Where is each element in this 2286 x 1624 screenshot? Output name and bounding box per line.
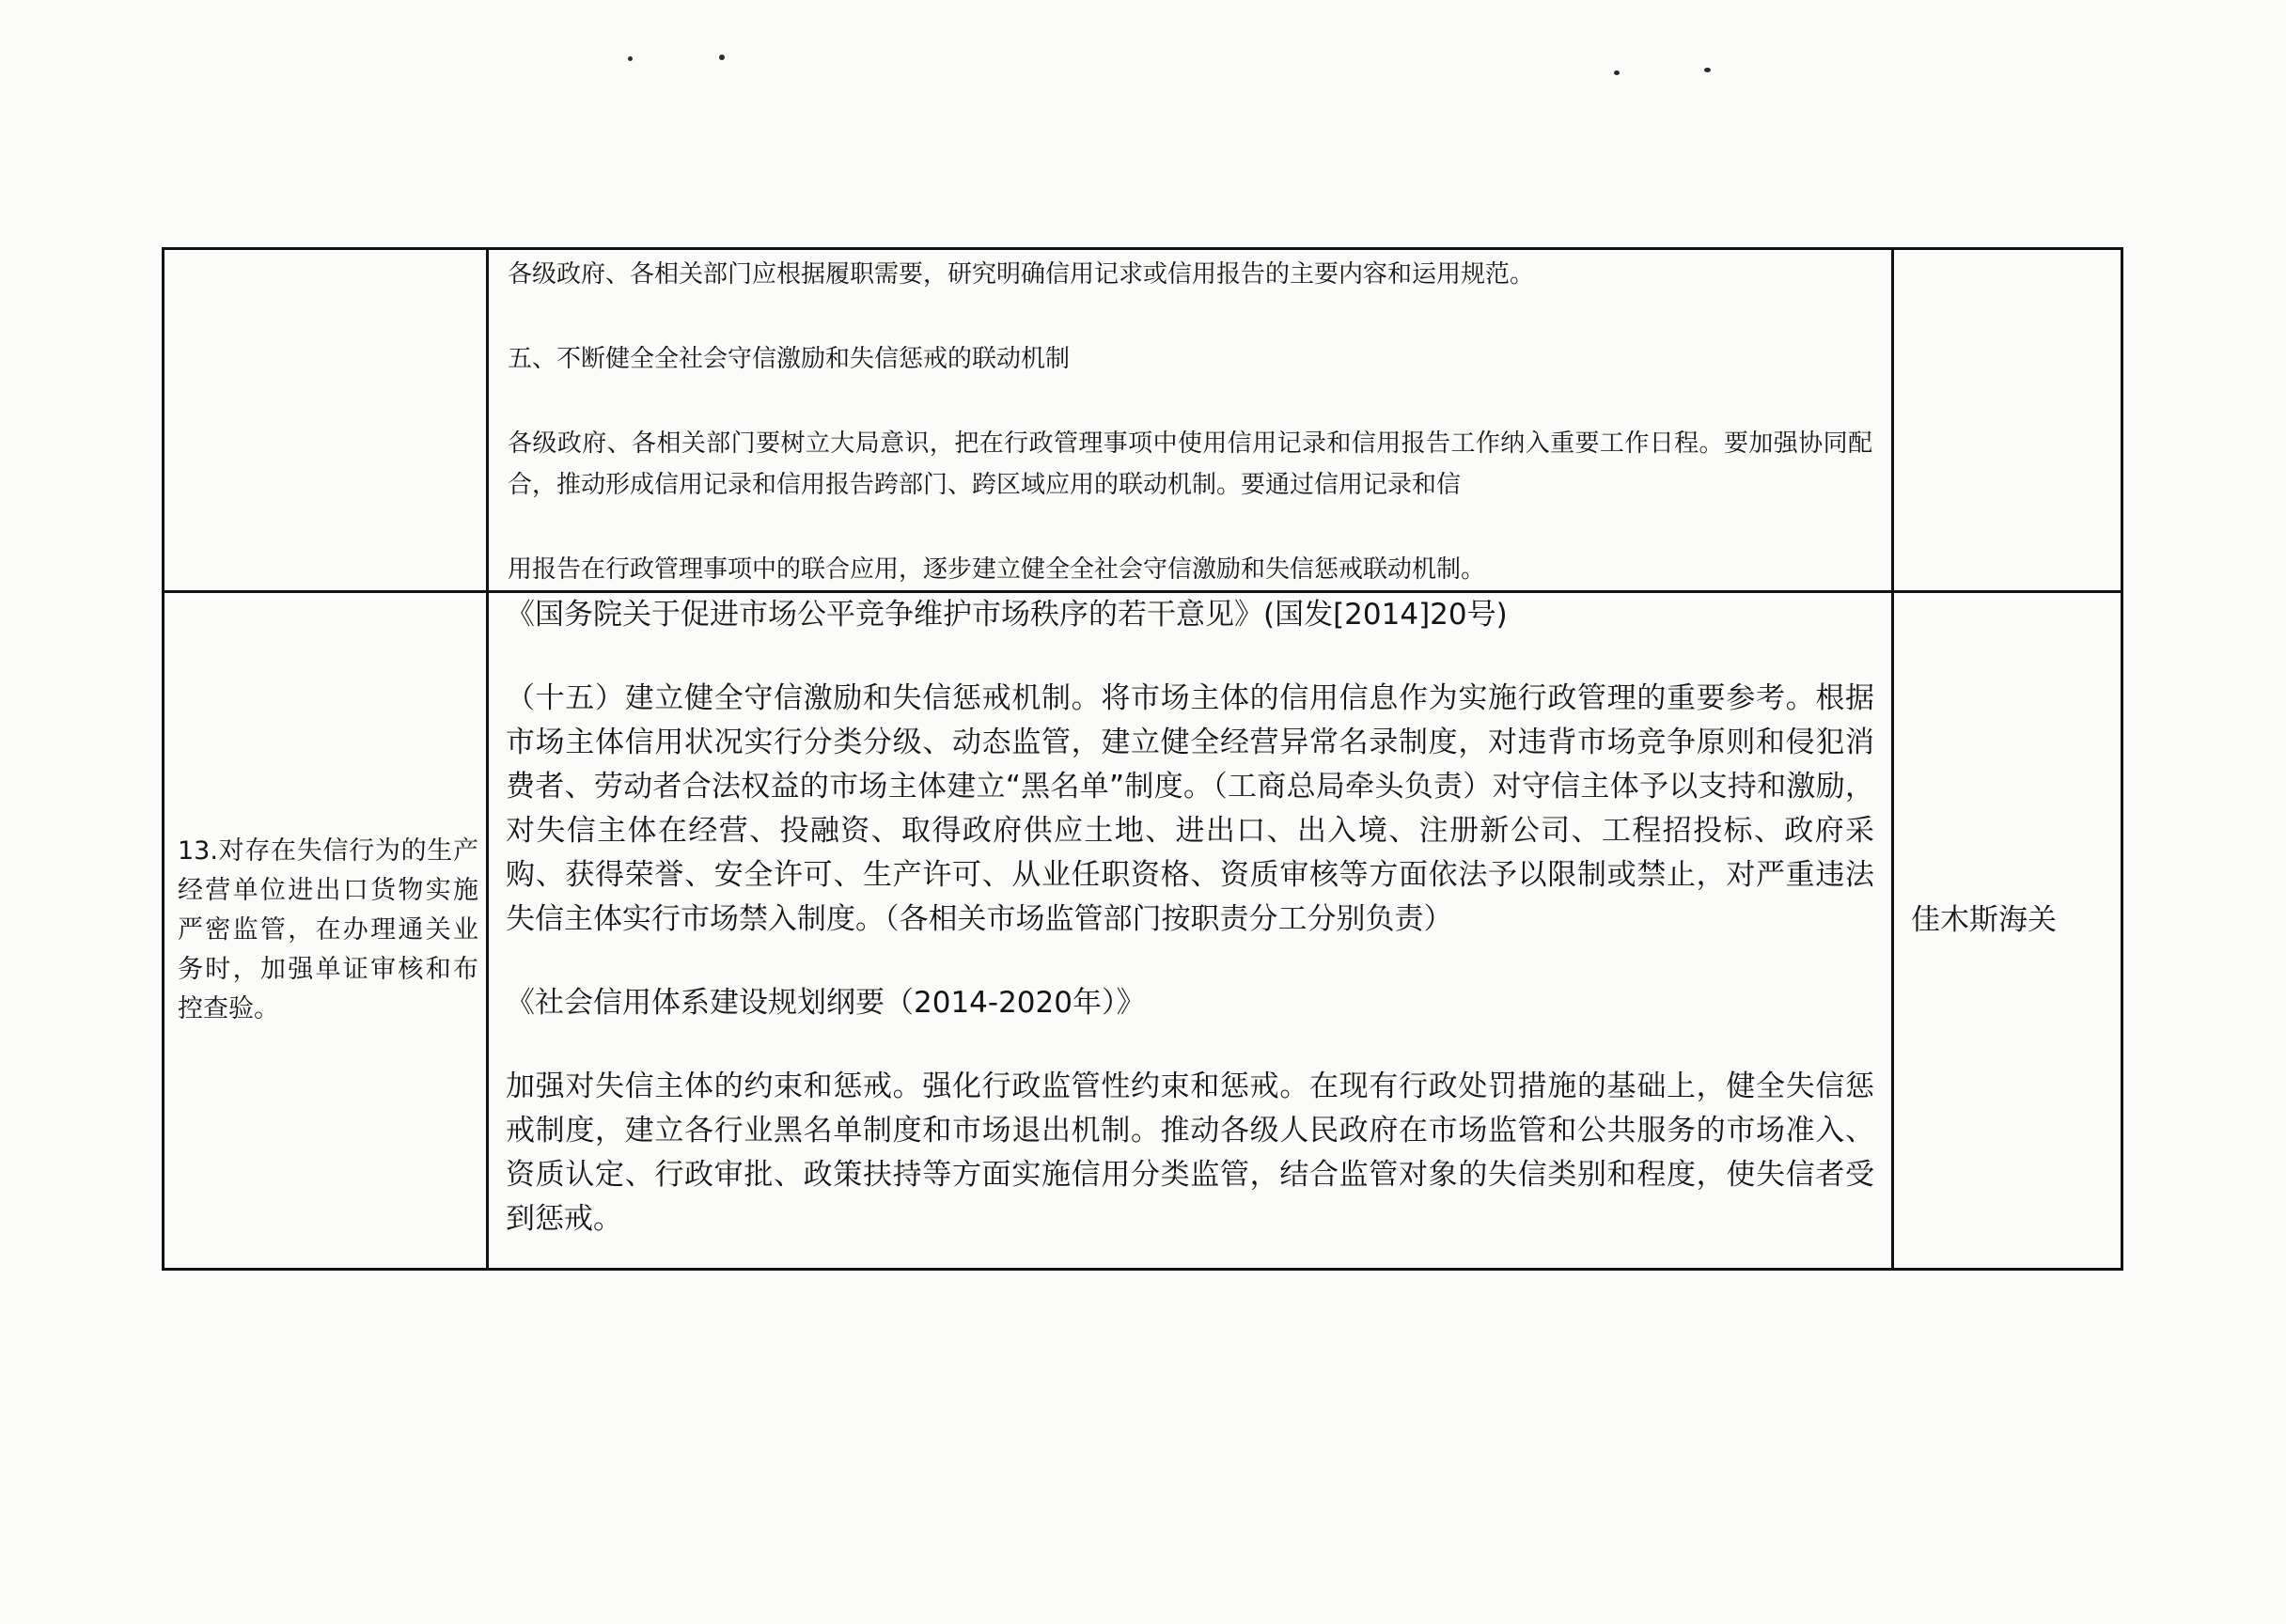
basis-paragraph: 加强对失信主体的约束和惩戒。强化行政监管性约束和惩戒。在现有行政处罚措施的基础上，健全失信惩戒制度，建立各行业黑名单制度和市场退出机制。推动各级人民政府在市场监管和公共服务的市场准入、资质认定、行政审批、政策扶持等方面实施信用分类监管，结合监管对象的失信类别和程度，使失信者受到惩戒。 <box>506 1070 1874 1236</box>
item-cell <box>164 592 488 1270</box>
basis-paragraph: 各级政府、各相关部门要树立大局意识，把在行政管理事项中使用信用记录和信用报告工作纳入重要工作日程。要加强协同配合，推动形成信用记录和信用报告跨部门、跨区域应用的联动机制。要通过信用记录和信 <box>508 429 1872 499</box>
basis-paragraph: 各级政府、各相关部门应根据履职需要，研究明确信用记求或信用报告的主要内容和运用规范。 <box>508 260 1535 289</box>
scan-speck <box>719 55 725 60</box>
item-text <box>164 250 486 254</box>
document-title: 《社会信用体系建设规划纲要（2014-2020年）》 <box>506 986 1146 1020</box>
basis-paragraph: （十五）建立健全守信激励和失信惩戒机制。将市场主体的信用信息作为实施行政管理的重要参考。根据市场主体信用状况实行分类分级、动态监管，建立健全经营异常名录制度，对违背市场竞争原则和侵犯消费者、劳动者合法权益的市场主体建立“黑名单”制度。（工商总局牵头负责）对守信主体予以支持和激励，对失信主体在经营、投融资、取得政府供应土地、进出口、出入境、注册新公司、工程招投标、政府采购、获得荣誉、安全许可、生产许可、从业任职资格、资质审核等方面依法予以限制或禁止，对严重违法失信主体实行市场禁入制度。（各相关市场监管部门按职责分工分别负责） <box>506 681 1874 936</box>
scan-speck <box>628 56 633 61</box>
scan-speck <box>1704 68 1711 72</box>
department-text: 佳木斯海关 <box>1911 902 2057 937</box>
basis-paragraph: 用报告在行政管理事项中的联合应用，逐步建立健全全社会守信激励和失信惩戒联动机制。 <box>508 555 1486 584</box>
item-cell <box>164 249 488 592</box>
basis-cell <box>488 592 1893 1270</box>
document-title: 《国务院关于促进市场公平竞争维护市场秩序的若干意见》(国发[2014]20号) <box>506 598 1508 632</box>
department-cell <box>1893 592 2122 1270</box>
table-row <box>164 592 2122 1270</box>
table-row <box>164 249 2122 592</box>
document-table <box>162 247 2123 1271</box>
department-cell <box>1893 249 2122 592</box>
scan-speck <box>1614 70 1620 75</box>
department-text <box>1894 250 2121 254</box>
item-text: 13.对存在失信行为的生产经营单位进出口货物实施严密监管，在办理通关业务时，加强单证审核和布控查验。 <box>178 836 478 1023</box>
section-heading: 五、不断健全全社会守信激励和失信惩戒的联动机制 <box>508 345 1071 373</box>
basis-cell <box>488 249 1893 592</box>
